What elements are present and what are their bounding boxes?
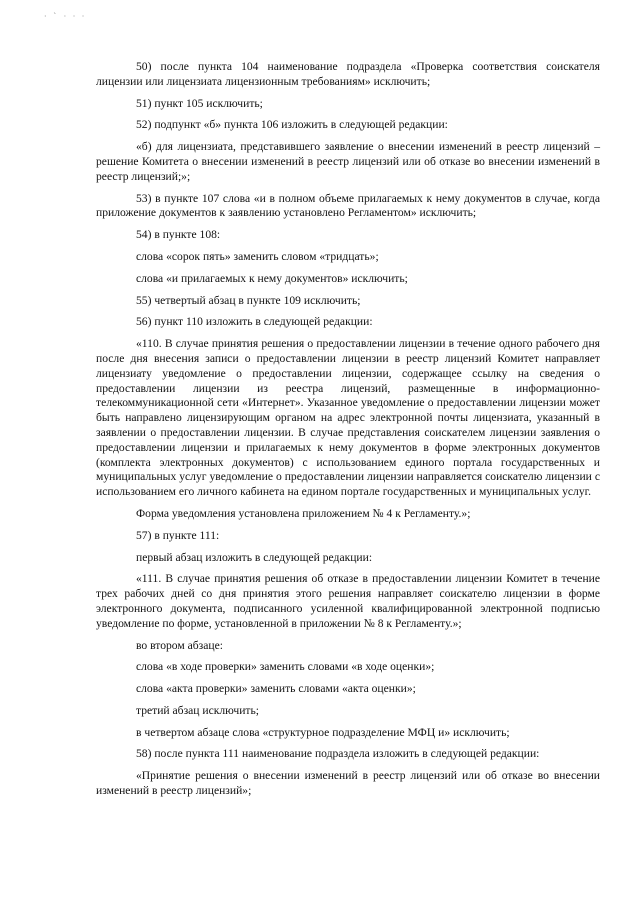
paragraph-56: 56) пункт 110 изложить в следующей редакции:	[136, 315, 373, 329]
paragraph-52-text: «б) для лицензиата, представившего заявление о внесении изменений в реестр лицензий – решение Комитета о внесении изменений в реестр лицензий или об отказе во внесении изменений в реестр лицензий;»;	[96, 140, 600, 183]
paragraph-58: 58) после пункта 111 наименование подраздела изложить в следующей редакции:	[136, 747, 540, 761]
paragraph-52: 52) подпункт «б» пункта 106 изложить в следующей редакции:	[136, 118, 448, 132]
paragraph-57-item-4: слова «акта проверки» заменить словами «акта оценки»;	[136, 682, 416, 696]
paragraph-58-text: «Принятие решения о внесении изменений в реестр лицензий или об отказе во внесении изменений в реестр лицензий»;	[96, 769, 600, 798]
paragraph-51: 51) пункт 105 исключить;	[136, 96, 263, 110]
paragraph-57-text: «111. В случае принятия решения об отказе в предоставлении лицензии Комитет в течение трех рабочих дней со дня принятия этого решения направляет соискателю лицензии в форме электронного документа, подписанного усиленной квалифицированной электронной подписью уведомление по форме, установленной в приложении № 8 к Регламенту.»;	[96, 572, 600, 630]
paragraph-53: 53) в пункте 107 слова «и в полном объеме прилагаемых к нему документов в случае, когда приложение документов к заявлению установлено Регламентом» исключить;	[96, 191, 600, 220]
paragraph-57-item-1: первый абзац изложить в следующей редакции:	[136, 550, 373, 564]
paragraph-54-item-1: слова «сорок пять» заменить словом «тридцать»;	[136, 249, 379, 263]
paragraph-54-item-2: слова «и прилагаемых к нему документов» исключить;	[136, 271, 408, 285]
paragraph-54: 54) в пункте 108:	[136, 228, 221, 242]
paragraph-56-text: «110. В случае принятия решения о предоставлении лицензии в течение одного рабочего дня после дня внесения записи о предоставлении лицензии в реестр лицензий Комитет направляет лицензиату уведомление о предоставлении лицензии, содержащее ссылку на сведения о предоставлении лицензии из реестра лицензий, размещенные в информационно-телекоммуникационной сети «Интернет». Указанное уведомление о предоставлении лицензии может быть направлено лицензирующим органом на адрес электронной почты лицензиата, указанный в заявлении о предоставлении лицензии. В случае представления соискателем лицензии заявления о предоставлении лицензии и прилагаемых к нему документов в форме электронных документов (комплекта электронных документов) с использованием единого портала государственных и муниципальных услуг уведомление о предоставлении лицензии направляется соискателю лицензии с использованием его личного кабинета на едином портале государственных и муниципальных услуг.	[96, 337, 600, 499]
paragraph-57: 57) в пункте 111:	[136, 528, 220, 542]
paragraph-50: 50) после пункта 104 наименование подраздела «Проверка соответствия соискателя лицензии или лицензиата лицензионным требованиям» исключить;	[96, 60, 600, 88]
scan-artifact: · ` · · ·	[44, 12, 87, 21]
paragraph-57-item-5: третий абзац исключить;	[136, 703, 259, 717]
paragraph-57-item-2: во втором абзаце:	[136, 638, 223, 652]
paragraph-56-form: Форма уведомления установлена приложением № 4 к Регламенту.»;	[136, 506, 471, 520]
paragraph-57-item-6: в четвертом абзаце слова «структурное подразделение МФЦ и» исключить;	[136, 725, 510, 739]
paragraph-57-item-3: слова «в ходе проверки» заменить словами «в ходе оценки»;	[136, 660, 435, 674]
document-body	[96, 60, 600, 806]
paragraph-55: 55) четвертый абзац в пункте 109 исключить;	[136, 293, 361, 307]
